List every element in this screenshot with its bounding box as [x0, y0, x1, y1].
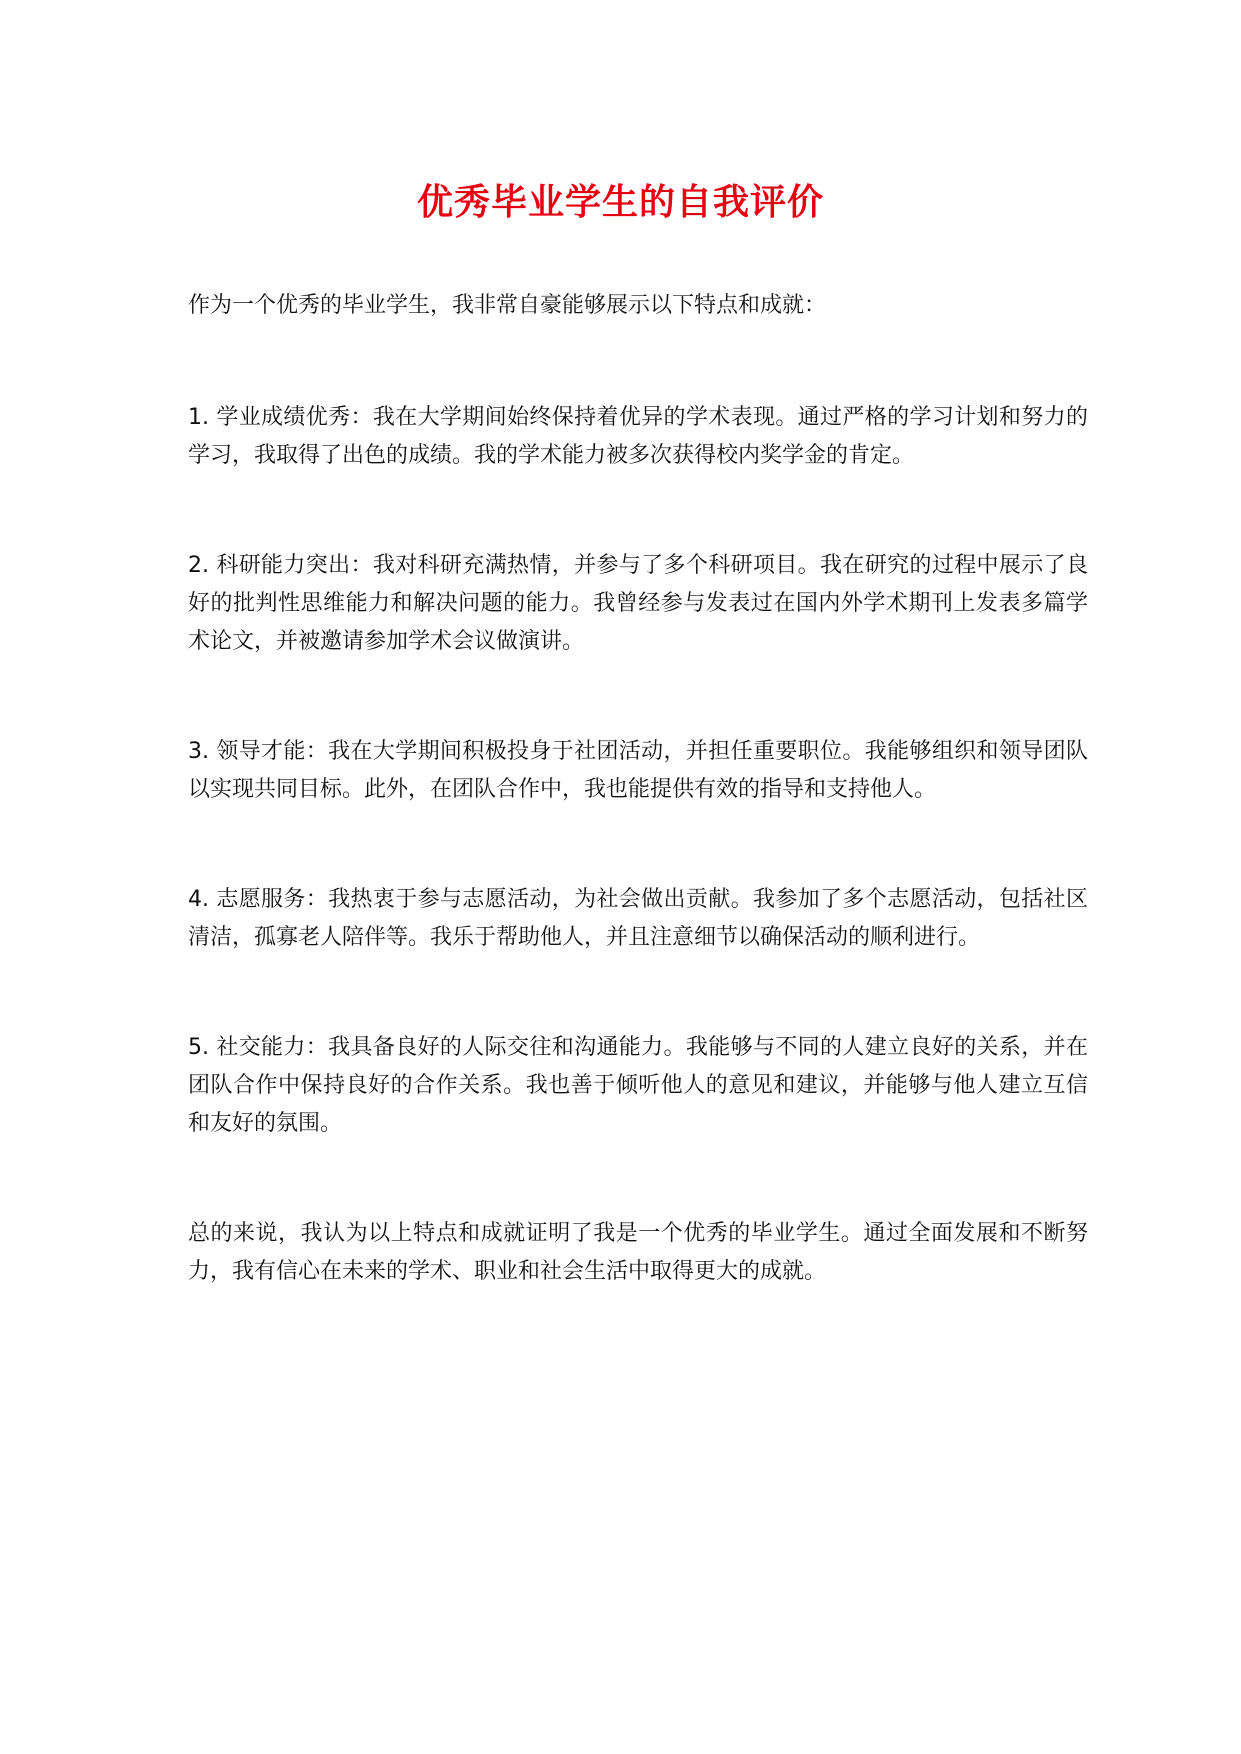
conclusion-paragraph: 总的来说，我认为以上特点和成就证明了我是一个优秀的毕业学生。通过全面发展和不断努力，我有信心在未来的学术、职业和社会生活中取得更大的成就。 — [188, 1221, 1088, 1284]
item-paragraph-4: 4. 志愿服务：我热衷于参与志愿活动，为社会做出贡献。我参加了多个志愿活动，包括社区清洁，孤寡老人陪伴等。我乐于帮助他人，并且注意细节以确保活动的顺利进行。 — [188, 887, 1088, 950]
item-paragraph-5: 5. 社交能力：我具备良好的人际交往和沟通能力。我能够与不同的人建立良好的关系，并在团队合作中保持良好的合作关系。我也善于倾听他人的意见和建议，并能够与他人建立互信和友好的氛围。 — [188, 1035, 1088, 1136]
item-paragraph-3: 3. 领导才能：我在大学期间积极投身于社团活动，并担任重要职位。我能够组织和领导团队以实现共同目标。此外，在团队合作中，我也能提供有效的指导和支持他人。 — [188, 739, 1088, 802]
page-title: 优秀毕业学生的自我评价 — [416, 182, 824, 223]
item-paragraph-2: 2. 科研能力突出：我对科研充满热情，并参与了多个科研项目。我在研究的过程中展示了良好的批判性思维能力和解决问题的能力。我曾经参与发表过在国内外学术期刊上发表多篇学术论文，并被邀请参加学术会议做演讲。 — [188, 553, 1088, 654]
document-body — [188, 287, 1088, 1291]
item-paragraph-1: 1. 学业成绩优秀：我在大学期间始终保持着优异的学术表现。通过严格的学习计划和努力的学习，我取得了出色的成绩。我的学术能力被多次获得校内奖学金的肯定。 — [188, 405, 1088, 468]
intro-paragraph: 作为一个优秀的毕业学生，我非常自豪能够展示以下特点和成就： — [188, 293, 827, 318]
